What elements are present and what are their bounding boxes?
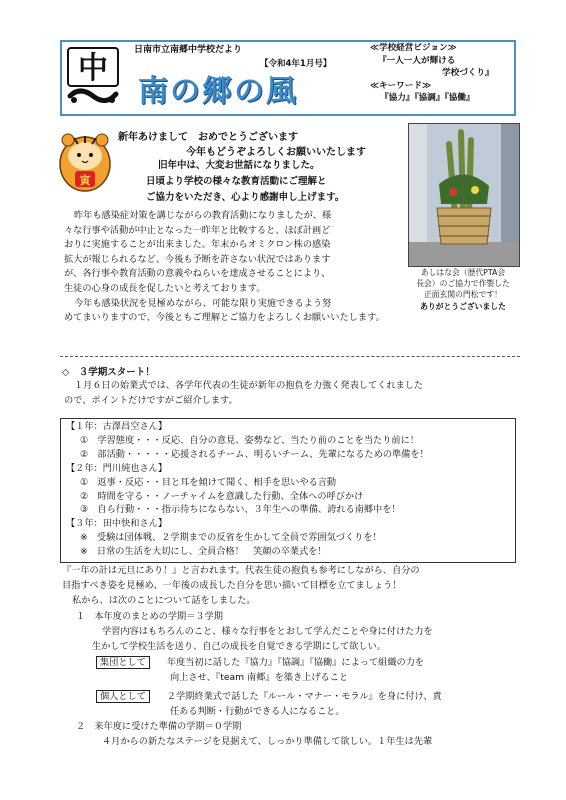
vision-label: ≪学校経営ビジョン≫ [370, 43, 457, 53]
kadomatsu-photo [408, 123, 520, 267]
intro-line: 拡大が報じられるなど、今後も予断を許さない状況ではあります [64, 253, 331, 265]
tiger-daruma-illustration [56, 124, 114, 194]
individual-goal-text-2: 任ある判断・行動ができる人になること。 [170, 705, 345, 717]
term-text: 生かして学校生活を送り、自己の成長を自覚できる学期にして欲しい。 [92, 641, 386, 653]
resolution-item: ② 部活動・・・・・応援されるチーム、明るいチーム、先輩になるための準備を！ [80, 448, 429, 460]
tiger-badge-text: 寅 [79, 174, 91, 187]
greeting-line-1: 新年あけまして おめでとうございます [118, 132, 298, 143]
closing-line: 『一年の計は元旦にあり！』と言われます。代表生徒の抱負も参考にしながら、自分の [62, 565, 420, 576]
intro-paragraph [64, 209, 385, 326]
group-goal [62, 655, 442, 670]
individual-tag: 個人として [96, 690, 150, 703]
caption-line: 長会）のご協力で作製した [416, 279, 510, 289]
individual-goal-text: ２学期終業式で話した『ルール・マナー・モラル』を身に付け、責 [166, 690, 442, 702]
caption-line: あしはな会（歴代PTA会 [420, 268, 506, 277]
grade-header: 【３年：田中快和さん】 [66, 518, 168, 530]
closing-section [62, 563, 442, 749]
student-resolutions [66, 420, 429, 559]
resolution-item: ※ 受験は団体戦、２学期までの反省を生かして全員で雰囲気づくりを！ [80, 532, 382, 544]
section-lead-line: １月６日の始業式では、各学年代表の生徒が新年の抱負を力強く発表してくれました [74, 380, 424, 391]
term-heading-2: ２ 来年度に受けた準備の学期＝０学期 [76, 721, 242, 733]
vision-block [370, 42, 494, 105]
caption-thanks: ありがとうございました [420, 301, 506, 311]
intro-line: 昨年も感染症対策を講じながらの教育活動になりましたが、様 [74, 210, 332, 221]
intro-line: 今年も感染状況を見極めながら、可能な限り実施できるよう努 [74, 297, 332, 309]
greeting-line-2: 今年もどうぞよろしくお願いいたします [186, 147, 366, 158]
keywords: 『協力』『協調』『協働』 [380, 93, 475, 104]
greeting-line-4: 日頃より学校の様々な教育活動にご理解と [146, 176, 327, 187]
resolution-item: ① 学習態度・・・反応、自分の意見、姿勢など、当たり前のことを当たり前に！ [80, 434, 419, 446]
closing-line: 目指すべき姿を見極め、一年後の成長した自分を思い描いて目標を立てましょう！ [62, 580, 402, 592]
greeting-thanks [146, 158, 345, 206]
keyword-label: ≪キーワード≫ [370, 80, 431, 91]
grade-header: 【２年：門川純也さん】 [66, 462, 168, 474]
intro-line: が、各行事や教育活動の意義やねらいを達成させることにより、 [64, 268, 331, 280]
section-divider [60, 356, 520, 357]
vision-line-2: 学校づくり』 [442, 68, 494, 79]
individual-goal [62, 689, 442, 704]
caption-line: 正面玄関の門松です！ [424, 290, 502, 300]
grade-header: 【１年：古澤昌空さん】 [66, 421, 168, 432]
resolution-item: ③ 自ら行動・・・指示待ちにならない、３年生への準備、誇れる南郷中を！ [80, 504, 401, 516]
intro-line: 生徒の心身の成長を促したいと考えております。 [64, 282, 266, 294]
term-text: ４月からの新たなステージを見据えて、しっかり準備して欲しい。１年生は先輩 [102, 736, 433, 748]
intro-line: めてまいりますので、今後ともご理解とご協力をよろしくお願いいたします。 [64, 312, 385, 324]
resolution-item: ① 返事・反応・・目と耳を傾けて聞く、相手を思いやる言動 [80, 476, 337, 488]
group-goal-text: 年度当初に話した『協力』『協調』『協働』によって組織の力を [166, 657, 425, 669]
intro-line: おりに実施することが出来ました。年末からオミクロン株の感染 [64, 239, 331, 251]
intro-line: 々な行事や活動が中止となった一昨年と比較すると、ほぼ計画ど [64, 224, 331, 236]
resolution-item: ※ 日常の生活を大切にし、全員合格！ 笑顔の卒業式を！ [80, 546, 327, 558]
photo-caption [400, 267, 526, 312]
resolution-item: ② 時間を守る・・ノーチャイムを意識した行動、全体への呼びかけ [80, 490, 364, 502]
section-lead-line: ので、ポイントだけですがご紹介します。 [64, 394, 238, 406]
school-name: 日南市立南郷中学校だより [134, 45, 243, 55]
school-logo [64, 44, 122, 108]
section-heading: ◇ ３学期スタート！ [62, 367, 155, 378]
greeting-line-5: ご協力をいただき、心より感謝申し上げます。 [146, 192, 345, 203]
issue-number: 【令和4年1月号】 [260, 59, 332, 69]
term-heading-1: １ 本年度のまとめの学期＝３学期 [76, 610, 223, 622]
greeting-line-3: 旧年中は、大変お世話になりました。 [158, 160, 320, 171]
section-lead [64, 379, 424, 408]
logo-glyph: 中 [78, 51, 108, 86]
group-tag: 集団として [96, 656, 150, 669]
group-goal-text-2: 向上させ、『team 南郷』を築き上げること [170, 672, 349, 684]
closing-line: 私から、は次のことについて話をしました。 [72, 595, 256, 607]
vision-line-1: 『一人一人が輝ける [378, 55, 456, 66]
newsletter-title: 南の郷の風 [138, 74, 298, 109]
term-text: 学習内容はもちろんのこと、様々な行事をとおして学んだことや身に付けた力を [102, 625, 433, 637]
